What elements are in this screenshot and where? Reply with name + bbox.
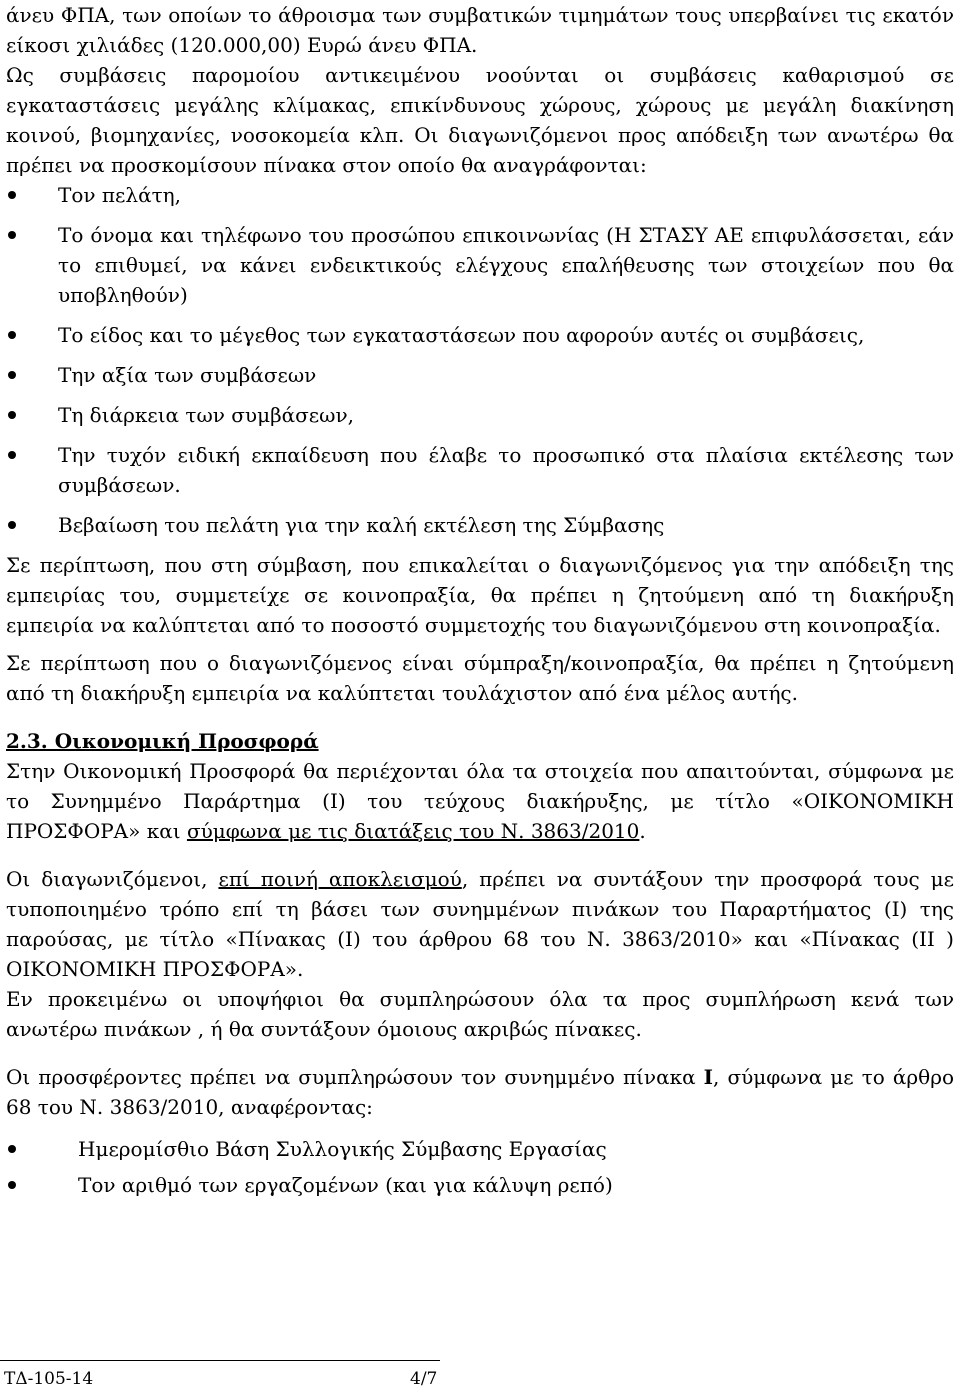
- list-item: Την αξία των συμβάσεων: [6, 360, 954, 390]
- document-code: ΤΔ-105-14: [4, 1369, 94, 1389]
- law-reference-link: σύμφωνα με τις διατάξεις του Ν. 3863/2010: [186, 819, 640, 843]
- list-item: Τον πελάτη,: [6, 180, 954, 210]
- list-item: Το όνομα και τηλέφωνο του προσώπου επικοινωνίας (Η ΣΤΑΣΥ ΑΕ επιφυλάσσεται, εάν το επιθυμεί, να κάνει ενδεικτικούς ελέγχους επαλήθευσης των στοιχείων που θα υποβληθούν): [6, 220, 954, 310]
- paragraph-consortium-2: Σε περίπτωση που ο διαγωνιζόμενος είναι σύμπραξη/κοινοπραξία, θα πρέπει η ζητούμενη από τη διακήρυξη εμπειρία να καλύπτεται τουλάχιστον από ένα μέλος αυτής.: [6, 651, 954, 705]
- bullet-icon: [8, 231, 16, 239]
- page-footer: [0, 1356, 960, 1392]
- bullet-icon: [8, 451, 16, 459]
- bullet-icon: [8, 331, 16, 339]
- list-item: Τον αριθμό των εργαζομένων (και για κάλυψη ρεπό): [6, 1170, 954, 1200]
- bullet-icon: [8, 521, 16, 529]
- paragraph-offer-4: Οι προσφέροντες πρέπει να συμπληρώσουν τον συνημμένο πίνακα Ι, σύμφωνα με το άρθρο 68 του Ν. 3863/2010, αναφέροντας:: [6, 1065, 954, 1119]
- paragraph-consortium-1: Σε περίπτωση, που στη σύμβαση, που επικαλείται ο διαγωνιζόμενος για την απόδειξη της εμπειρίας του, συμμετείχε σε κοινοπραξία, θα πρέπει η ζητούμενη από τη διακήρυξη εμπειρία να καλύπτεται από το ποσοστό συμμετοχής του διαγωνιζόμενου στη κοινοπραξία.: [6, 553, 954, 637]
- section-heading: 2.3. Οικονομική Προσφορά: [6, 729, 319, 753]
- bullet-icon: [8, 411, 16, 419]
- exclusion-note: επί ποινή αποκλεισμού: [218, 867, 462, 891]
- paragraph-offer-2: Οι διαγωνιζόμενοι, επί ποινή αποκλεισμού, πρέπει να συντάξουν την προσφορά τους με τυποποιημένο τρόπο επί τη βάσει των συνημμένων πινάκων του Παραρτήματος (Ι) της παρούσας, με τίτλο «Πίνακας (Ι) του άρθρου 68 του Ν. 3863/2010» και «Πίνακας (ΙΙ ) ΟΙΚΟΝΟΜΙΚΗ ΠΡΟΣΦΟΡΑ».: [6, 867, 954, 981]
- paragraph-intro-2: Ως συμβάσεις παρομοίου αντικειμένου νοούνται οι συμβάσεις καθαρισμού σε εγκαταστάσεις μεγάλης κλίμακας, επικίνδυνους χώρους, χώρους με μεγάλη διακίνηση κοινού, βιομηχανίες, νοσοκομεία κλπ. Οι διαγωνιζόμενοι προς απόδειξη των ανωτέρω θα πρέπει να προσκομίσουν πίνακα στον οποίο θα αναγράφονται:: [6, 63, 954, 177]
- list-item: Τη διάρκεια των συμβάσεων,: [6, 400, 954, 430]
- bullet-icon: [8, 1181, 16, 1189]
- document-page: [6, 0, 954, 1206]
- list-item: Βεβαίωση του πελάτη για την καλή εκτέλεση της Σύμβασης: [6, 510, 954, 540]
- list-item: Το είδος και το μέγεθος των εγκαταστάσεων που αφορούν αυτές οι συμβάσεις,: [6, 320, 954, 350]
- footer-divider: [0, 1360, 440, 1361]
- paragraph-intro-1: άνευ ΦΠΑ, των οποίων το άθροισμα των συμβατικών τιμημάτων τους υπερβαίνει τις εκατόν είκοσι χιλιάδες (120.000,00) Ευρώ άνευ ΦΠΑ.: [6, 3, 954, 57]
- bullet-icon: [8, 191, 16, 199]
- bullet-icon: [8, 1145, 16, 1153]
- paragraph-offer-3: Εν προκειμένω οι υποψήφιοι θα συμπληρώσουν όλα τα προς συμπλήρωση κενά των ανωτέρω πινάκων , ή θα συντάξουν όμοιους ακριβώς πίνακες.: [6, 987, 954, 1041]
- list-item: Την τυχόν ειδική εκπαίδευση που έλαβε το προσωπικό στα πλαίσια εκτέλεσης των συμβάσεων.: [6, 440, 954, 500]
- requirements-list: [6, 180, 954, 540]
- paragraph-offer-1: Στην Οικονομική Προσφορά θα περιέχονται όλα τα στοιχεία που απαιτούνται, σύμφωνα με το Συνημμένο Παράρτημα (Ι) του τεύχους διακήρυξης, με τίτλο «ΟΙΚΟΝΟΜΙΚΗ ΠΡΟΣΦΟΡΑ» και σύμφωνα με τις διατάξεις του Ν. 3863/2010.: [6, 759, 954, 843]
- bullet-icon: [8, 371, 16, 379]
- list-item: Ημερομίσθιο Βάση Συλλογικής Σύμβασης Εργασίας: [6, 1134, 954, 1164]
- page-number: 4/7: [410, 1369, 438, 1389]
- offer-fields-list: [6, 1134, 954, 1200]
